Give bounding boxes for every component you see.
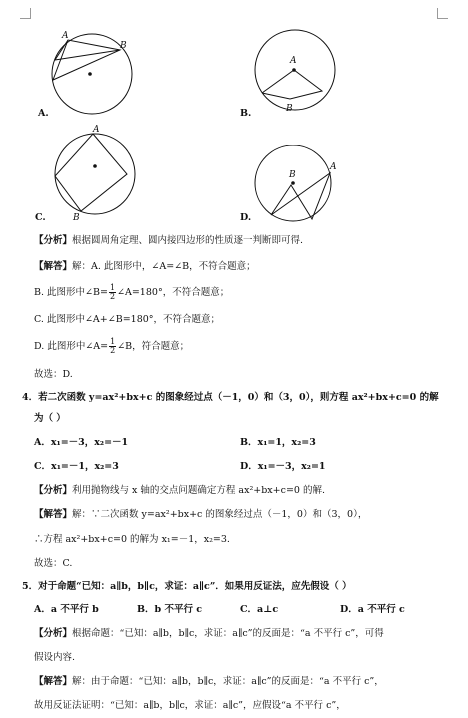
q3-line-d-post: ∠B，符合题意； (117, 341, 190, 352)
q4-stem-line1: 4．若二次函数 y=ax²+bx+c 的图象经过点（－1，0）和（3，0），则方程 ax²+bx+c=0 的解 (22, 392, 439, 403)
corner-mark-top-right (437, 8, 448, 19)
q4-analysis-tag: 【分析】 (34, 485, 73, 496)
q3-analysis-tag: 【分析】 (34, 235, 73, 246)
q5-analysis (34, 628, 384, 640)
q4-therefore: ∴方程 ax²+bx+c=0 的解为 x₁=－1，x₂=3. (34, 534, 230, 545)
figure-d-point-b: B (289, 170, 296, 180)
q5-answer-tag: 【解答】 (34, 676, 73, 687)
figure-c-label: C. (35, 212, 46, 223)
q3-analysis-text: 根据圆周角定理、圆内接四边形的性质逐一判断即可得. (72, 235, 304, 246)
q4-option-c[interactable]: C．x₁=－1，x₂=3 (34, 461, 119, 472)
figure-a-label: A. (38, 108, 49, 119)
q5-stem: 5．对于命题“已知：a∥b，b∥c，求证：a∥c”．如果用反证法，应先假设（ ） (22, 581, 352, 592)
corner-mark-top-left (20, 8, 31, 19)
figure-b-label: B. (240, 108, 252, 119)
q4-answer-text: 解：∵二次函数 y=ax²+bx+c 的图象经过点（－1，0）和（3，0）， (72, 509, 368, 520)
figure-c-point-a: A (93, 125, 100, 135)
q3-line-b-fraction (109, 284, 116, 301)
figure-c-point-b: B (73, 213, 80, 222)
figure-d-label: D. (240, 212, 252, 223)
q4-analysis-text: 利用抛物线与 x 轴的交点问题确定方程 ax²+bx+c=0 的解. (72, 485, 325, 496)
q3-line-b-pre: B. 此图形中∠B= (34, 287, 108, 298)
q4-option-b[interactable]: B．x₁=1，x₂=3 (240, 437, 316, 448)
figure-d (250, 145, 350, 225)
q3-line-d-pre: D. 此图形中∠A= (34, 341, 109, 352)
q3-line-c: C. 此图形中∠A+∠B=180°，不符合题意； (34, 314, 221, 325)
q5-answer (34, 676, 384, 688)
q3-line-d-num: 1 (110, 337, 116, 346)
figure-a (40, 28, 150, 123)
q3-line-d-fraction (109, 338, 116, 355)
q5-analysis-text1: 根据命题：“已知：a∥b，b∥c，求证：a∥c”的反面是：“a 不平行 c”，可得 (72, 628, 384, 639)
q4-option-d[interactable]: D．x₁=－3，x₂=1 (240, 461, 326, 472)
q4-conclusion: 故选：C. (34, 558, 73, 569)
q3-line-b-post: ∠A=180°，不符合题意； (117, 287, 230, 298)
q3-line-b (34, 284, 229, 301)
q3-line-d (34, 338, 189, 355)
q4-answer-tag: 【解答】 (34, 509, 73, 520)
q3-answer-tag: 【解答】 (34, 261, 73, 272)
q5-analysis-line2: 假设内容. (34, 652, 76, 663)
figure-a-point-a: A (62, 31, 69, 41)
figure-d-point-a: A (330, 162, 337, 172)
figure-c (45, 122, 145, 222)
q3-line-d-den: 2 (110, 346, 116, 355)
q3-line-a: A. 此图形中，∠A=∠B，不符合题意； (91, 261, 256, 272)
q5-analysis-tag: 【分析】 (34, 628, 73, 639)
q4-answer (34, 509, 367, 521)
figure-b (250, 25, 340, 115)
q5-answer-text1: 解：由于命题：“已知：a∥b，b∥c，求证：a∥c”的反面是：“a 不平行 c”， (72, 676, 384, 687)
q5-option-a[interactable]: A．a 不平行 b (34, 604, 99, 615)
q4-analysis (34, 485, 325, 497)
q5-option-b[interactable]: B．b 不平行 c (137, 604, 203, 615)
q4-option-a[interactable]: A．x₁=－3，x₂=－1 (34, 437, 129, 448)
q4-stem-line2: 为（ ） (34, 413, 66, 424)
q3-conclusion: 故选：D. (34, 369, 73, 380)
q3-answer (34, 261, 256, 273)
q3-answer-lead: 解： (72, 261, 92, 272)
figure-a-point-b: B (120, 41, 127, 51)
q5-answer-line2: 故用反证法证明：“已知：a∥b，b∥c，求证：a∥c”，应假设“a 不平行 c”， (34, 700, 346, 711)
figure-b-point-a: A (290, 56, 297, 66)
q3-analysis (34, 235, 303, 247)
q5-option-d[interactable]: D．a 不平行 c (340, 604, 405, 615)
q3-line-b-num: 1 (109, 283, 116, 292)
q3-line-b-den: 2 (109, 292, 116, 301)
q5-option-c[interactable]: C．a⊥c (240, 604, 279, 615)
figure-b-point-b: B (286, 104, 293, 114)
